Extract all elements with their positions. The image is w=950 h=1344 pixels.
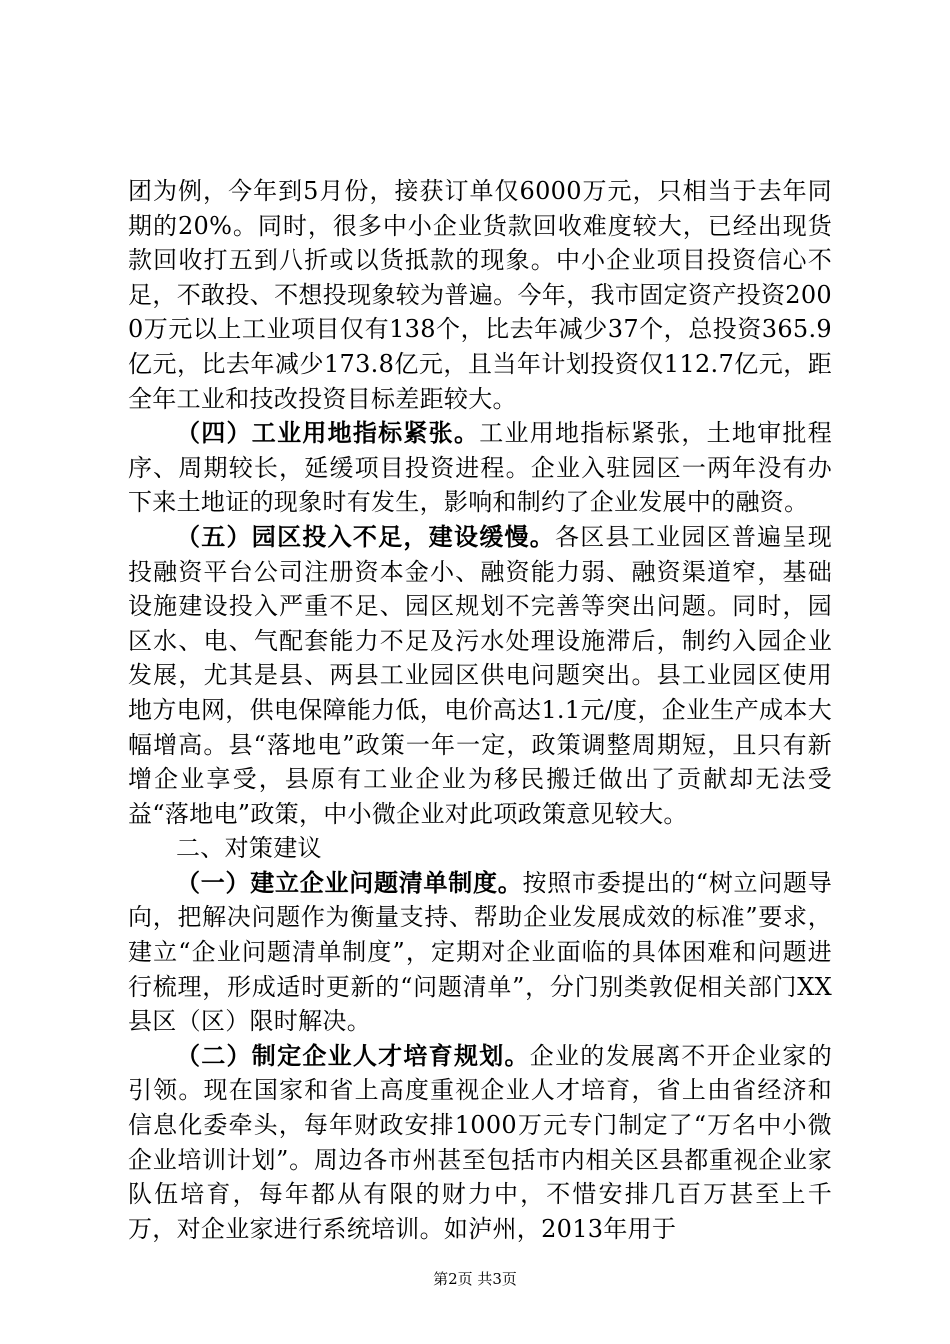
section-heading-2: （二）制定企业人才培育规划。 <box>176 1040 530 1070</box>
section-heading-5: （五）园区投入不足，建设缓慢。 <box>176 521 556 551</box>
paragraph-text: 工业用地指标紧张，土地审批程序、周期较长，延缓项目投资进程。企业入驻园区一两年没有办下来土地证的现象时有发生，影响和制约了企业发展中的融资。 <box>128 419 832 517</box>
paragraph-problem-list <box>128 866 832 1039</box>
section-heading-4: （四）工业用地指标紧张。 <box>176 418 480 448</box>
paragraph-text: 企业的发展离不开企业家的引领。现在国家和省上高度重视企业人才培育，省上由省经济和信息化委牵头，每年财政安排1000万元专门制定了“万名中小微企业培训计划”。周边各市州甚至包括市内相关区县都重视企业家队伍培育，每年都从有限的财力中，不惜安排几百万甚至上千万，对企业家进行系统培训。如泸州，2013年用于 <box>128 1041 832 1243</box>
page-number: 第2页 共3页 <box>433 1270 517 1288</box>
paragraph-talent-plan <box>128 1039 832 1247</box>
paragraph-text: 按照市委提出的“树立问题导向，把解决问题作为衡量支持、帮助企业发展成效的标准”要求，建立“企业问题清单制度”，定期对企业面临的具体困难和问题进行梳理，形成适时更新的“问题清单”，分门别类敦促相关部门XX县区（区）限时解决。 <box>128 868 833 1036</box>
paragraph-continuation <box>128 174 832 416</box>
paragraph-land-use <box>128 416 832 520</box>
section-heading-1: （一）建立企业问题清单制度。 <box>176 867 523 897</box>
paragraph-text: 各区县工业园区普遍呈现投融资平台公司注册资本金小、融资能力弱、融资渠道窄，基础设施建设投入严重不足、园区规划不完善等突出问题。同时，园区水、电、气配套能力不足及污水处理设施滞后，制约入园企业发展，尤其是县、两县工业园区供电问题突出。县工业园区使用地方电网，供电保障能力低，电价高达1.1元/度，企业生产成本大幅增高。县“落地电”政策一年一定，政策调整周期短，且只有新增企业享受，县原有工业企业为移民搬迁做出了贡献却无法受益“落地电”政策，中小微企业对此项政策意见较大。 <box>128 522 832 828</box>
section-title-countermeasures <box>128 831 832 866</box>
section-title-text: 二、对策建议 <box>176 834 322 863</box>
paragraph-text: 团为例，今年到5月份，接获订单仅6000万元，只相当于去年同期的20%。同时，很多中小企业货款回收难度较大，已经出现货款回收打五到八折或以货抵款的现象。中小企业项目投资信心不足，不敢投、不想投现象较为普遍。今年，我市固定资产投资2000万元以上工业项目仅有138个，比去年减少37个，总投资365.9亿元，比去年减少173.8亿元，且当年计划投资仅112.7亿元，距全年工业和技改投资目标差距较大。 <box>128 177 832 413</box>
page-footer <box>0 1268 950 1289</box>
paragraph-park-investment <box>128 520 832 831</box>
document-body <box>128 174 832 1246</box>
